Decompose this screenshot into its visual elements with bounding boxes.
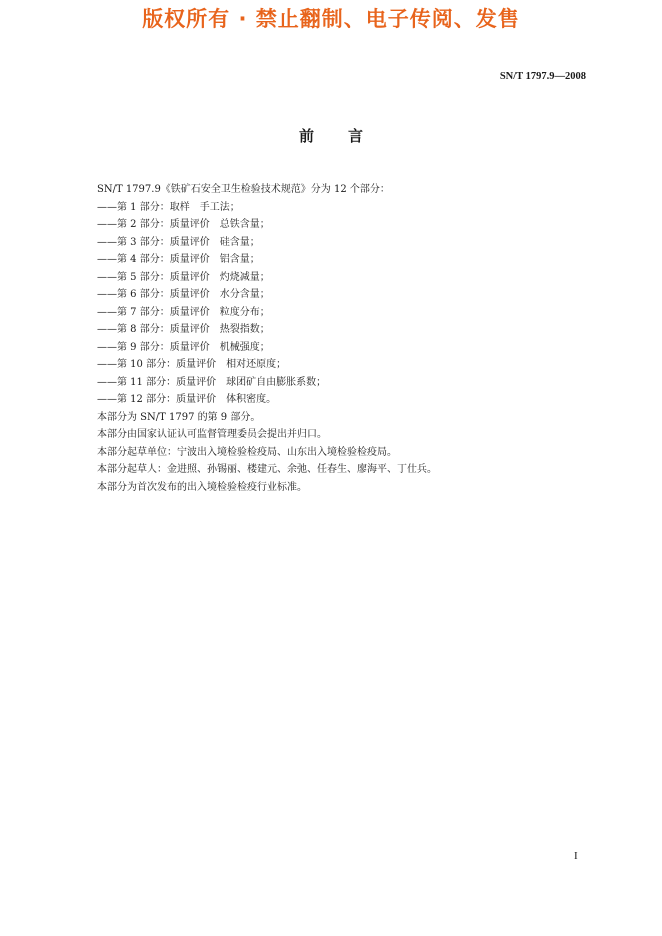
part-list-item: ——第 2 部分：质量评价 总铁含量； xyxy=(97,219,270,230)
copyright-watermark: 版权所有 · 禁止翻制、电子传阅、发售 xyxy=(142,7,520,31)
statement-paragraph: 本部分为 SN/T 1797 的第 9 部分。 xyxy=(97,411,261,423)
part-list-item: ——第 12 部分：质量评价 体积密度。 xyxy=(97,394,277,405)
foreword-body xyxy=(97,181,577,496)
statement-paragraph: 本部分起草单位：宁波出入境检验检疫局、山东出入境检验检疫局。 xyxy=(97,446,397,458)
statement-paragraph: 本部分起草人：金进照、孙锡丽、楼建元、余弛、任春生、廖海平、丁仕兵。 xyxy=(97,464,437,475)
page-title: 前言 xyxy=(298,127,397,145)
part-list-item: ——第 5 部分：质量评价 灼烧减量； xyxy=(97,271,270,283)
page-number: I xyxy=(574,850,578,862)
part-list-item: ——第 4 部分：质量评价 铝含量； xyxy=(97,254,260,265)
intro-paragraph: SN/T 1797.9《铁矿石安全卫生检验技术规范》分为 12 个部分： xyxy=(97,184,390,195)
statement-paragraph: 本部分由国家认证认可监督管理委员会提出并归口。 xyxy=(97,429,327,440)
part-list-item: ——第 10 部分：质量评价 相对还原度； xyxy=(97,359,287,370)
part-list-item: ——第 7 部分：质量评价 粒度分布； xyxy=(97,306,270,318)
part-list-item: ——第 1 部分：取样 手工法； xyxy=(97,201,240,213)
part-list-item: ——第 8 部分：质量评价 热裂指数； xyxy=(97,324,270,335)
standard-number: SN/T 1797.9—2008 xyxy=(499,71,586,82)
statement-paragraph: 本部分为首次发布的出入境检验检疫行业标准。 xyxy=(97,481,307,493)
part-list-item: ——第 6 部分：质量评价 水分含量； xyxy=(97,289,270,300)
part-list-item: ——第 3 部分：质量评价 硅含量； xyxy=(97,236,260,248)
part-list-item: ——第 9 部分：质量评价 机械强度； xyxy=(97,341,270,353)
part-list-item: ——第 11 部分：质量评价 球团矿自由膨胀系数； xyxy=(97,376,327,388)
